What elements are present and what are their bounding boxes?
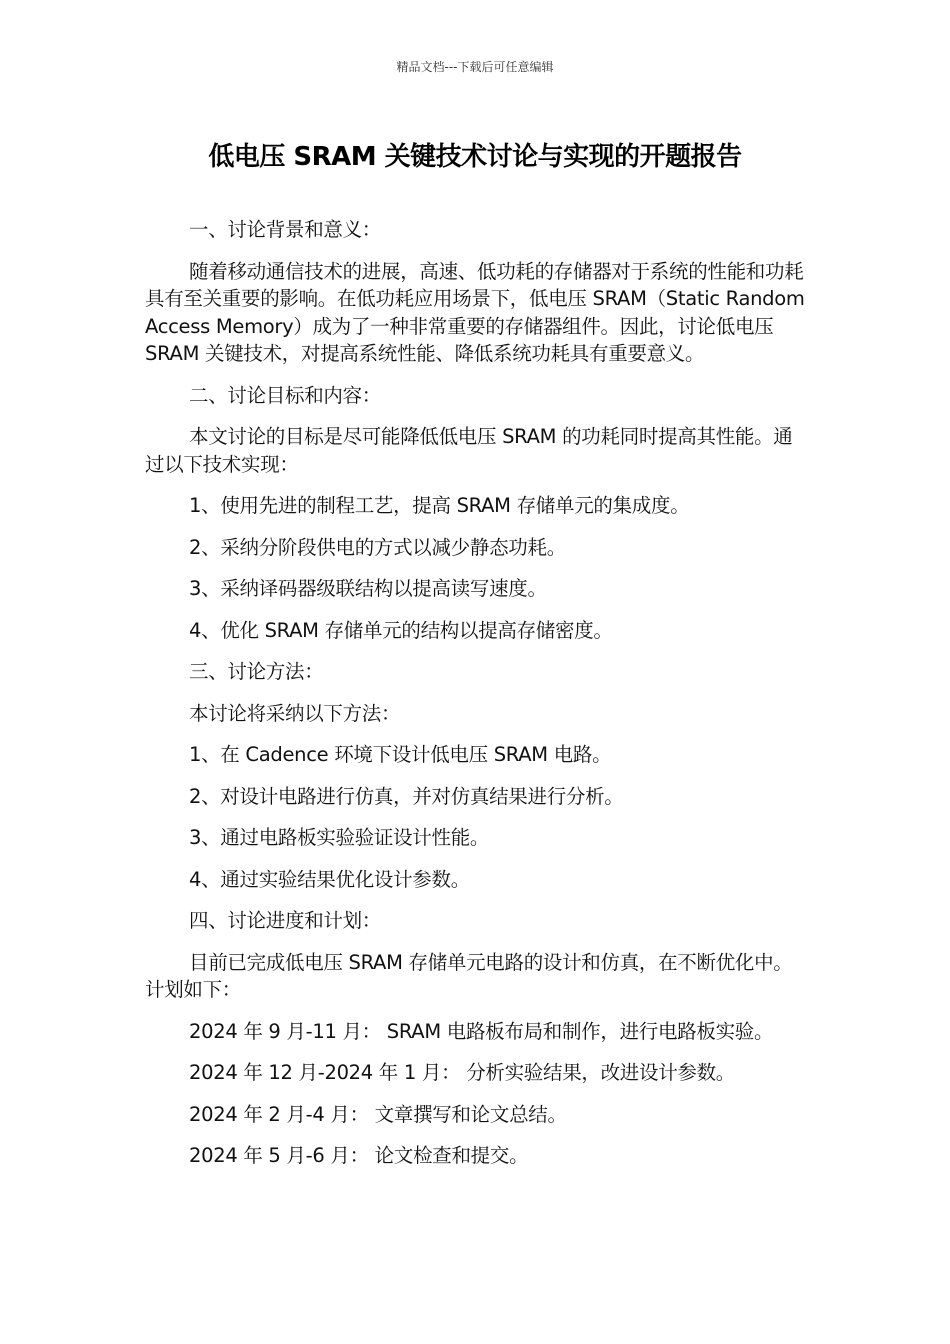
page-header: 精品文档---下载后可任意编辑	[396, 60, 554, 74]
list-item: 3、通过电路板实验验证设计性能。	[189, 826, 490, 849]
schedule-item: 2024 年 9 月-11 月： SRAM 电路板布局和制作，进行电路板实验。	[189, 1019, 774, 1043]
schedule-item: 2024 年 5 月-6 月： 论文检查和提交。	[189, 1144, 529, 1167]
list-item: 4、优化 SRAM 存储单元的结构以提高存储密度。	[189, 618, 613, 642]
schedule-item: 2024 年 12 月-2024 年 1 月： 分析实验结果，改进设计参数。	[189, 1061, 735, 1084]
section-heading-background: 一、讨论背景和意义：	[189, 218, 382, 241]
list-item: 4、通过实验结果优化设计参数。	[189, 867, 470, 891]
section-heading-goals: 二、讨论目标和内容：	[189, 383, 382, 407]
document-body	[145, 216, 810, 1184]
list-item: 3、采纳译码器级联结构以提高读写速度。	[189, 577, 547, 600]
paragraph-schedule: 目前已完成低电压 SRAM 存储单元电路的设计和仿真，在不断优化中。计划如下：	[145, 950, 793, 1001]
list-item: 1、在 Cadence 环境下设计低电压 SRAM 电路。	[189, 743, 612, 766]
paragraph-methods: 本讨论将采纳以下方法：	[189, 701, 401, 725]
schedule-item: 2024 年 2 月-4 月： 文章撰写和论文总结。	[189, 1102, 567, 1126]
list-item: 1、使用先进的制程工艺，提高 SRAM 存储单元的集成度。	[189, 494, 690, 517]
document-title: 低电压 SRAM 关键技术讨论与实现的开题报告	[208, 142, 742, 172]
list-item: 2、对设计电路进行仿真，并对仿真结果进行分析。	[189, 784, 624, 808]
paragraph-background: 随着移动通信技术的进展，高速、低功耗的存储器对于系统的性能和功耗具有至关重要的影响。在低功耗应用场景下，低电压 SRAM（Static Random Access Memory）成为了一种非常重要的存储器组件。因此，讨论低电压 SRAM 关键技术，对提高系统性能、降低系统功耗具有重要意义。	[145, 259, 805, 365]
list-item: 2、采纳分阶段供电的方式以减少静态功耗。	[189, 535, 566, 559]
paragraph-goals: 本文讨论的目标是尽可能降低低电压 SRAM 的功耗同时提高其性能。通过以下技术实现：	[145, 425, 793, 476]
section-heading-methods: 三、讨论方法：	[189, 660, 324, 683]
section-heading-schedule: 四、讨论进度和计划：	[189, 909, 382, 932]
